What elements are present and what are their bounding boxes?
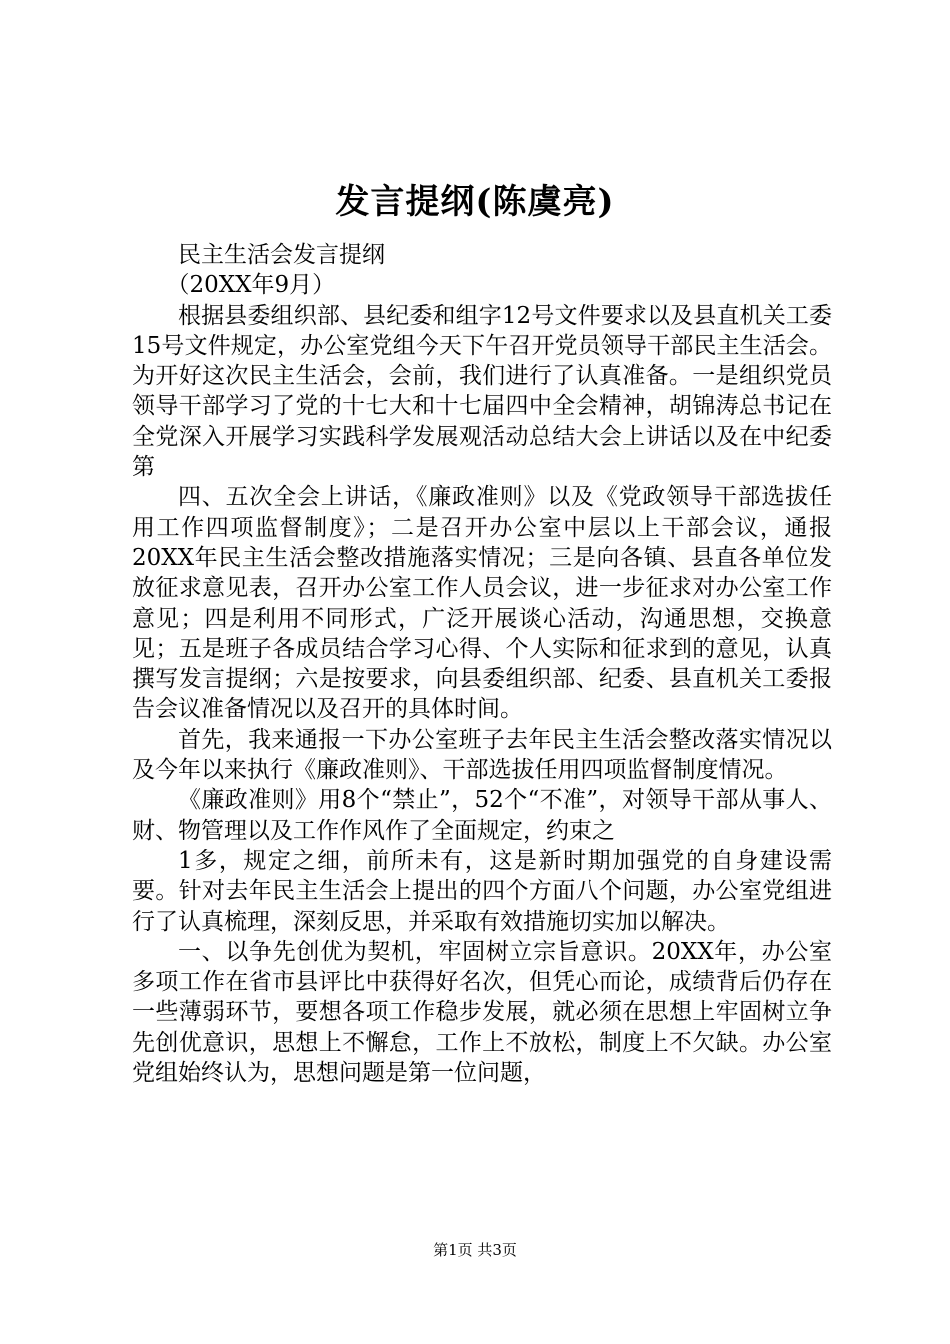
paragraph: 民主生活会发言提纲 <box>178 242 385 268</box>
paragraph: 四、五次全会上讲话，《廉政准则》以及《党政领导干部选拔任用工作四项监督制度》；二是召开办公室中层以上干部会议，通报20XX年民主生活会整改措施落实情况；三是向各镇、县直各单位发放征求意见表，召开办公室工作人员会议，进一步征求对办公室工作意见；四是利用不同形式，广泛开展谈心活动，沟通思想，交换意见；五是班子各成员结合学习心得、个人实际和征求到的意见，认真撰写发言提纲；六是按要求，向县委组织部、纪委、县直机关工委报告会议准备情况以及召开的具体时间。 <box>132 484 832 723</box>
page-number-footer: 第1页 共3页 <box>433 1241 517 1259</box>
paragraph: 首先，我来通报一下办公室班子去年民主生活会整改落实情况以及今年以来执行《廉政准则》、干部选拔任用四项监督制度情况。 <box>132 726 832 784</box>
paragraph: 一、以争先创优为契机，牢固树立宗旨意识。20XX年，办公室多项工作在省市县评比中获得好名次，但凭心而论，成绩背后仍存在一些薄弱环节，要想各项工作稳步发展，就必须在思想上牢固树立争先创优意识，思想上不懈怠，工作上不放松，制度上不欠缺。办公室党组始终认为，思想问题是第一位问题， <box>132 938 832 1087</box>
paragraph: 《廉政准则》用8个“禁止”，52个“不准”，对领导干部从事人、财、物管理以及工作作风作了全面规定，约束之 <box>132 787 832 844</box>
paragraph: 根据县委组织部、县纪委和组字12号文件要求以及县直机关工委15号文件规定，办公室党组今天下午召开党员领导干部民主生活会。为开好这次民主生活会，会前，我们进行了认真准备。一是组织党员领导干部学习了党的十七大和十七届四中全会精神，胡锦涛总书记在全党深入开展学习实践科学发展观活动总结大会上讲话以及在中纪委第 <box>132 302 832 481</box>
paragraph: （20XX年9月） <box>166 272 336 299</box>
document-title: 发言提纲(陈虞亮) <box>335 182 615 222</box>
document-body <box>132 240 832 1088</box>
paragraph: 1多，规定之细，前所未有，这是新时期加强党的自身建设需要。针对去年民主生活会上提出的四个方面八个问题，办公室党组进行了认真梳理，深刻反思，并采取有效措施切实加以解决。 <box>132 847 832 935</box>
